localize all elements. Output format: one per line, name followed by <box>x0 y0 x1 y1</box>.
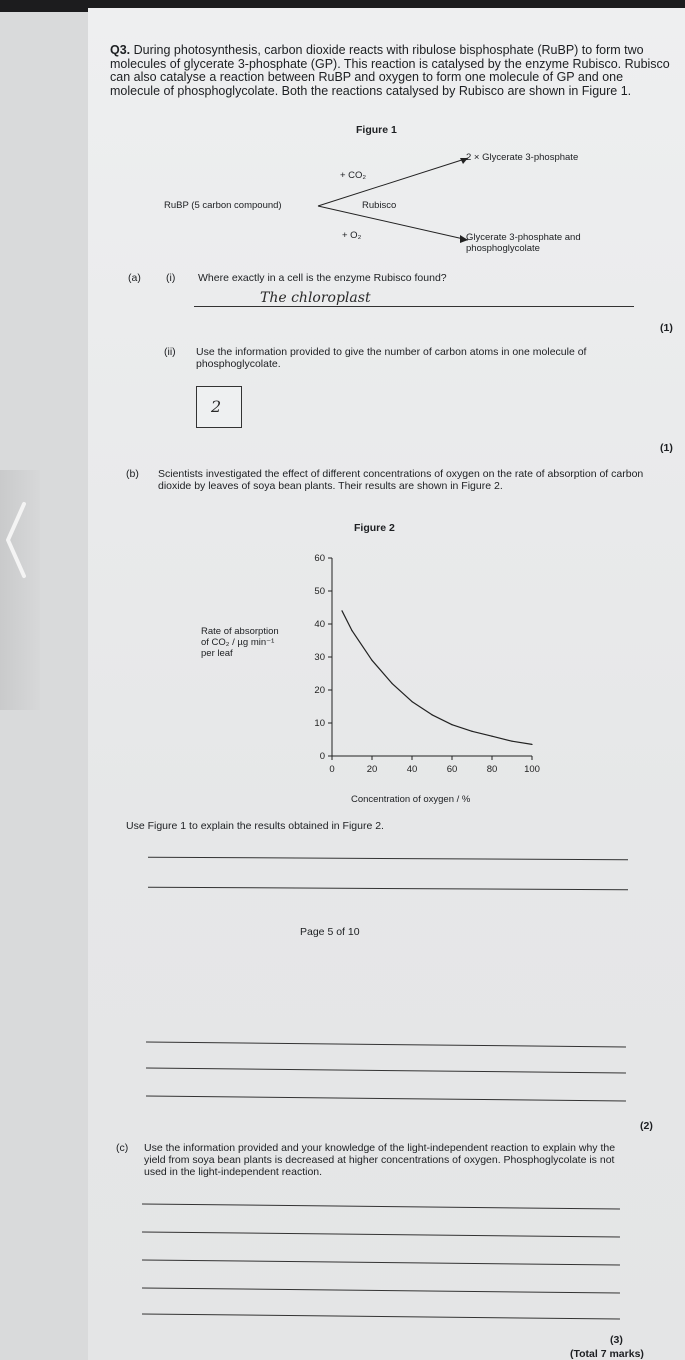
part-b-question: Scientists investigated the effect of different concentrations of oxygen on the rate of absorption of carbon dioxide by leaves of soya bean plants. Their results are shown in Figure 2. <box>158 468 644 492</box>
exam-page <box>88 8 685 1360</box>
part-b-label: (b) <box>126 468 139 480</box>
part-c-marks: (3) <box>610 1334 623 1346</box>
question-3-intro <box>110 44 676 98</box>
total-marks: (Total 7 marks) <box>570 1348 644 1360</box>
x-tick-label: 0 <box>329 764 335 775</box>
ylabel-line-1: Rate of absorption <box>201 626 279 637</box>
x-tick-label: 100 <box>524 764 540 775</box>
ylabel-line-2: of CO₂ / µg min⁻¹ <box>201 637 275 648</box>
part-a-i-marks: (1) <box>660 322 673 334</box>
question-number: Q3. <box>110 43 131 57</box>
chart-title: Figure 2 <box>354 522 395 534</box>
data-point <box>371 660 372 661</box>
data-point <box>451 724 452 725</box>
x-tick-label: 80 <box>486 764 498 775</box>
figure1-product-top: 2 × Glycerate 3-phosphate <box>466 152 579 163</box>
data-point <box>511 741 512 742</box>
ylabel-line-3: per leaf <box>201 648 233 659</box>
answer-line <box>194 306 634 307</box>
data-point <box>341 610 342 611</box>
x-tick-label: 40 <box>406 764 418 775</box>
answer-line <box>148 857 628 861</box>
answer-box[interactable] <box>196 386 242 428</box>
series-line <box>342 611 532 745</box>
part-a-ii-question: Use the information provided to give the number of carbon atoms in one molecule of phosphoglycolate. <box>196 346 587 370</box>
x-tick-label: 60 <box>446 764 458 775</box>
figure1-product-bottom-1: Glycerate 3-phosphate and <box>466 232 581 243</box>
answer-line <box>142 1313 620 1319</box>
part-a-ii-answer: 2 <box>211 397 222 416</box>
y-tick-label: 30 <box>314 652 325 663</box>
figure1-arrows <box>308 148 488 248</box>
part-a-ii-marks: (1) <box>660 442 673 454</box>
y-tick-label: 0 <box>319 751 325 762</box>
answer-line <box>146 1067 626 1073</box>
data-point <box>531 744 532 745</box>
part-a-i-question: Where exactly in a cell is the enzyme Rubisco found? <box>198 272 447 284</box>
part-b-instruction: Use Figure 1 to explain the results obtained in Figure 2. <box>126 820 384 832</box>
y-tick-label: 50 <box>314 586 325 597</box>
data-point <box>391 683 392 684</box>
chart-ylabel <box>201 626 279 659</box>
figure1-title: Figure 1 <box>356 124 397 136</box>
answer-line <box>148 887 628 891</box>
figure1-co2: + CO₂ <box>340 170 367 181</box>
intro-text: During photosynthesis, carbon dioxide reacts with ribulose bisphosphate (RuBP) to form two molecules of glycerate 3-phosphate (GP). This reaction is catalysed by the enzyme Rubisco. Rubisco can also catalyse a reaction between RuBP and oxygen to form one molecule of GP and one molecule of phosphoglycolate. Both the reactions catalysed by Rubisco are shown in Figure 1. <box>110 43 670 98</box>
part-a-i-answer[interactable]: The chloroplast <box>260 290 371 306</box>
answer-line <box>142 1287 620 1293</box>
figure1-product-bottom-2: phosphoglycolate <box>466 243 540 254</box>
answer-line <box>146 1095 626 1101</box>
answer-line <box>142 1203 620 1209</box>
part-c-question: Use the information provided and your knowledge of the light-independent reaction to explain why the yield from soya bean plants is decreased at higher concentrations of oxygen. Phosphoglycolate is not used in the light-independent reaction. <box>144 1142 616 1178</box>
part-a-i-label: (i) <box>166 272 176 284</box>
y-tick-label: 40 <box>314 619 325 630</box>
figure1-enzyme: Rubisco <box>362 200 397 211</box>
chart-xlabel: Concentration of oxygen / % <box>351 794 471 805</box>
data-point <box>431 714 432 715</box>
figure1-reactant: RuBP (5 carbon compound) <box>164 200 282 211</box>
x-tick-label: 20 <box>366 764 378 775</box>
figure2-chart <box>298 542 558 782</box>
chevron-left-icon[interactable] <box>4 500 28 580</box>
data-point <box>491 736 492 737</box>
part-b-marks: (2) <box>640 1120 653 1132</box>
answer-line <box>142 1259 620 1265</box>
answer-line <box>146 1041 626 1047</box>
page-number: Page 5 of 10 <box>300 926 360 938</box>
data-point <box>471 731 472 732</box>
data-point <box>411 701 412 702</box>
part-c-label: (c) <box>116 1142 129 1154</box>
y-tick-label: 20 <box>314 685 325 696</box>
part-a-label: (a) <box>128 272 141 284</box>
part-a-ii-label: (ii) <box>164 346 176 358</box>
y-tick-label: 10 <box>314 718 325 729</box>
figure1-o2: + O₂ <box>342 230 362 241</box>
y-tick-label: 60 <box>314 553 325 564</box>
answer-line <box>142 1231 620 1237</box>
data-point <box>351 630 352 631</box>
